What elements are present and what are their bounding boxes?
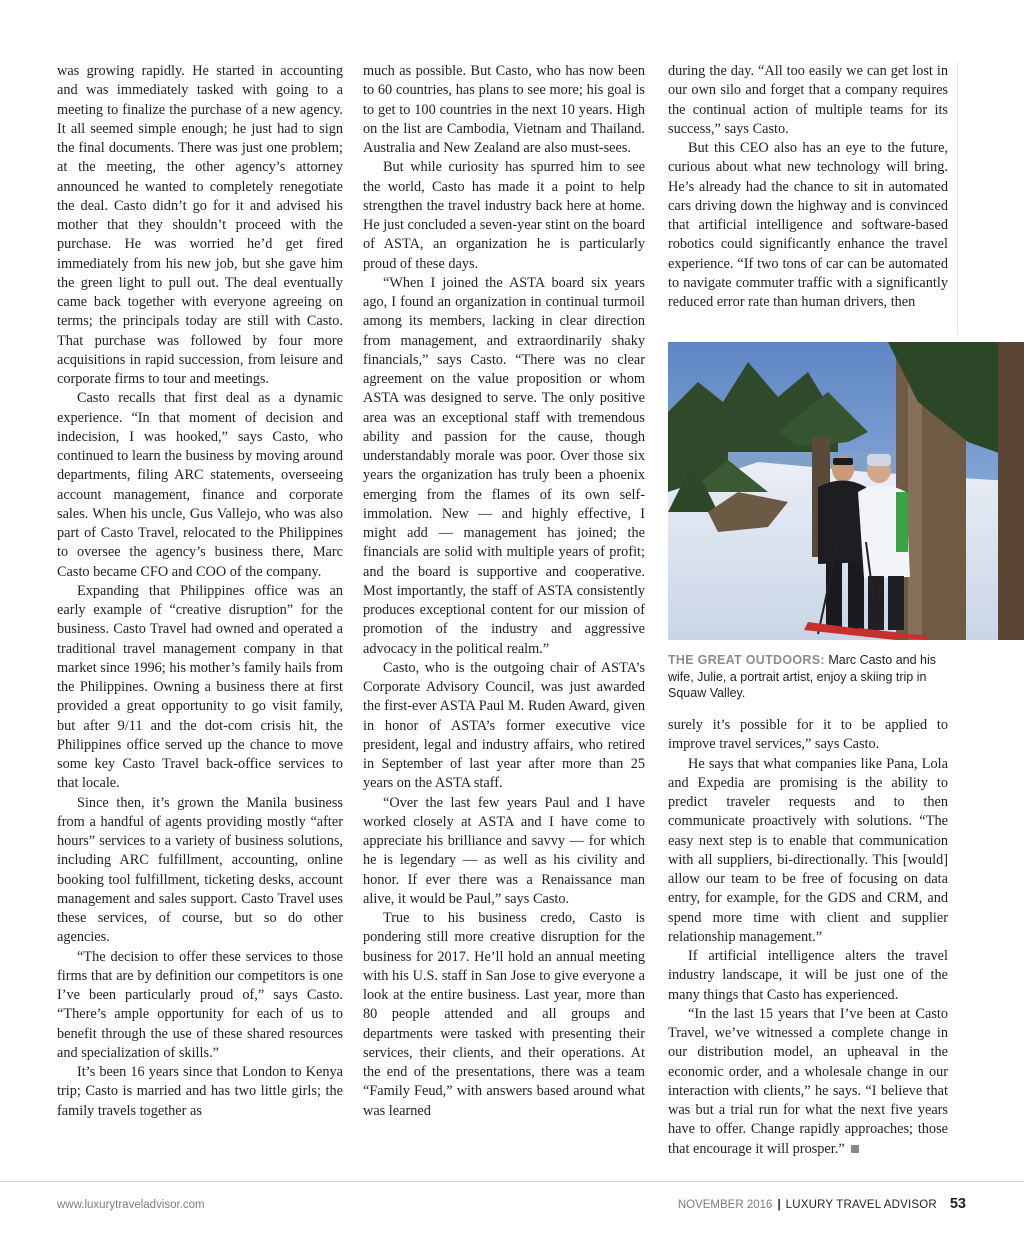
article-paragraph: “Over the last few years Paul and I have worked closely at ASTA and I have come to appreciate his brilliance and savvy — for which he is legendary — as well as his civility and honor. If ever there was a Renaissance man alive, it would be Paul,” says Casto.: [363, 794, 645, 907]
page-number: 53: [949, 1196, 966, 1212]
article-paragraph: during the day. “All too easily we can get lost in our own silo and forget that a company requires the continual action of multiple teams for its success,” says Casto.: [668, 63, 948, 137]
article-paragraph: Casto, who is the outgoing chair of ASTA’s Corporate Advisory Council, was just awarded the first-ever ASTA Paul M. Ruden Award, given in honor of ASTA’s former executive vice president, legal and industry affairs, who retired in September of last year after more than 25 years on the ASTA staff.: [363, 659, 645, 792]
footer-issue: NOVEMBER 2016: [677, 1199, 773, 1211]
article-paragraph: Since then, it’s grown the Manila business from a handful of agents providing mostly “after hours” services to a variety of business solutions, including ARC fulfillment, accounting, online booking tool fulfillment, ticketing desks, account management and sales support. Casto Travel uses these services, of course, but so do other agencies.: [57, 794, 343, 946]
article-paragraph: But while curiosity has spurred him to see the world, Casto has made it a point to help strengthen the travel industry back here at home. He just concluded a seven-year stint on the board of ASTA, an organization he is particularly proud of these days.: [363, 159, 645, 272]
footer-url: www.luxurytraveladvisor.com: [57, 1199, 205, 1211]
article-paragraph: “The decision to offer these services to those firms that are by definition our competitors is one I’ve been particularly proud of,” says Casto. “There’s ample opportunity for each of us to benefit through the use of these shared resources and specialization of skills.”: [57, 948, 343, 1061]
article-paragraph: was growing rapidly. He started in accounting and was immediately tasked with going to a meeting to finalize the purchase of a new agency. It all seemed simple enough; he just had to sign the final documents. There was just one problem; at the meeting, the other agency’s attorney announced he wanted to completely renegotiate the deal. Casto didn’t go for it and advised his mother that they shouldn’t proceed with the purchase. He was worried he’d get fired immediately from his new job, but she gave him the green light to pull out. The deal eventually came back together with everyone agreeing on terms; the principals today are still with Casto. That purchase was followed by four more acquisitions in rapid succession, from leisure and corporate firms to tour and meetings.: [57, 63, 343, 387]
article-paragraph: If artificial intelligence alters the travel industry landscape, it will be just one of the many things that Casto has experienced.: [668, 948, 948, 1003]
footer-separator: |: [777, 1199, 781, 1211]
photo-illustration: [668, 342, 1024, 640]
article-paragraph: “When I joined the ASTA board six years ago, I found an organization in continual turmoil among its members, lacking in clear direction from management, and extraordinarily shaky financials,” says Casto. “There was no clear agreement on the value proposition or whom ASTA was designed to serve. The only positive area was an exceptional staff with tremendous ability and passion for the cause, though understandably morale was poor. Over those six years the organization has truly been a phoenix emerging from the flames of its own self-immolation. New — and highly effective, I might add — management has joined; the financials are solid with multiple years of profit; and the board is supportive and cooperative. Most importantly, the staff of ASTA consistently produces exceptional content for our mission of promotion of the industry and aggressive advocacy in the political realm.”: [363, 274, 645, 657]
article-column-2: [363, 62, 645, 1121]
article-paragraph: He says that what companies like Pana, Lola and Expedia are promising is the ability to predict traveler requests and to then communicate proactively with solutions. “The easy next step is to enable that communication with all suppliers, bi-directionally. This [would] allow our team to be free of focusing on data entry, for example, for the GDS and CRM, and spend more time with client and supplier relationship management.”: [668, 755, 948, 945]
final-paragraph-text: “In the last 15 years that I’ve been at Casto Travel, we’ve witnessed a complete change in our distribution model, an upheaval in the economic order, and a wholesale change in our interaction with clients,” he says. “I believe that was but a trial run for what the next five years have to offer. Change rapidly approaches; those that encourage it will prosper.”: [668, 1005, 948, 1157]
article-paragraph: True to his business credo, Casto is pondering still more creative disruption for the business for 2017. He’ll hold an annual meeting with his U.S. staff in San Jose to give everyone a look at the entire business. Last year, more than 80 people attended and all groups and departments were tasked with presenting their services, their clients, and their operations. At the end of the presentations, there was a team “Family Feud,” with answers based around what was learned: [363, 910, 645, 1119]
article-paragraph: surely it’s possible for it to be applied to improve travel services,” says Casto.: [668, 717, 948, 753]
article-paragraph: [668, 1005, 948, 1159]
footer-divider: [0, 1181, 1024, 1182]
article-paragraph: Expanding that Philippines office was an early example of “creative disruption” for the business. Casto Travel had owned and operated a traditional travel management company in that market since 1996; his mother’s family hails from the Philippines. Owning a business there at first provided a great opportunity to go visit family, but after 9/11 and the dot-com crisis hit, the Philippines office served up the chance to move some key Casto Travel back-office services to that locale.: [57, 582, 344, 792]
article-column-3-top: [668, 62, 948, 312]
article-column-1: [57, 62, 343, 1121]
caption-label: THE GREAT OUTDOORS:: [668, 653, 825, 667]
caption-text: Marc Casto and his wife, Julie, a portrait artist, enjoy a skiing trip in Squaw Valley.: [668, 653, 937, 700]
article-paragraph: It’s been 16 years since that London to Kenya trip; Casto is married and has two little girls; the family travels together as: [57, 1064, 343, 1119]
footer-magazine-name: LUXURY TRAVEL ADVISOR: [785, 1199, 937, 1211]
photo-caption: [668, 652, 953, 702]
article-paragraph: Casto recalls that first deal as a dynamic experience. “In that moment of decision and indecision, I was hooked,” says Casto, who continued to learn the business by moving around departments, filing ARC statements, overseeing account management, finance and corporate sales. When his uncle, Gus Vallejo, who was also part of Casto Travel, relocated to the Philippines to oversee the agency’s business there, Marc Casto became CFO and COO of the company.: [57, 390, 343, 580]
article-column-3-bottom: [668, 716, 948, 1159]
article-paragraph: much as possible. But Casto, who has now been to 60 countries, has plans to see more; his goal is to get to 100 countries in the next 10 years. High on the list are Cambodia, Vietnam and Thailand. Australia and New Zealand are also must-sees.: [363, 63, 645, 156]
end-of-article-mark: [851, 1145, 859, 1153]
article-paragraph: But this CEO also has an eye to the future, curious about what new technology will bring. He’s already had the chance to sit in automated cars driving down the highway and is convinced that artificial intelligence and software-based robotics could significantly enhance the travel experience. “If two tons of car can be automated to navigate commuter traffic with a significantly reduced error rate than human drivers, then: [668, 140, 948, 310]
footer-folio: [678, 1196, 966, 1212]
skiing-couple-photo: [668, 342, 1024, 640]
